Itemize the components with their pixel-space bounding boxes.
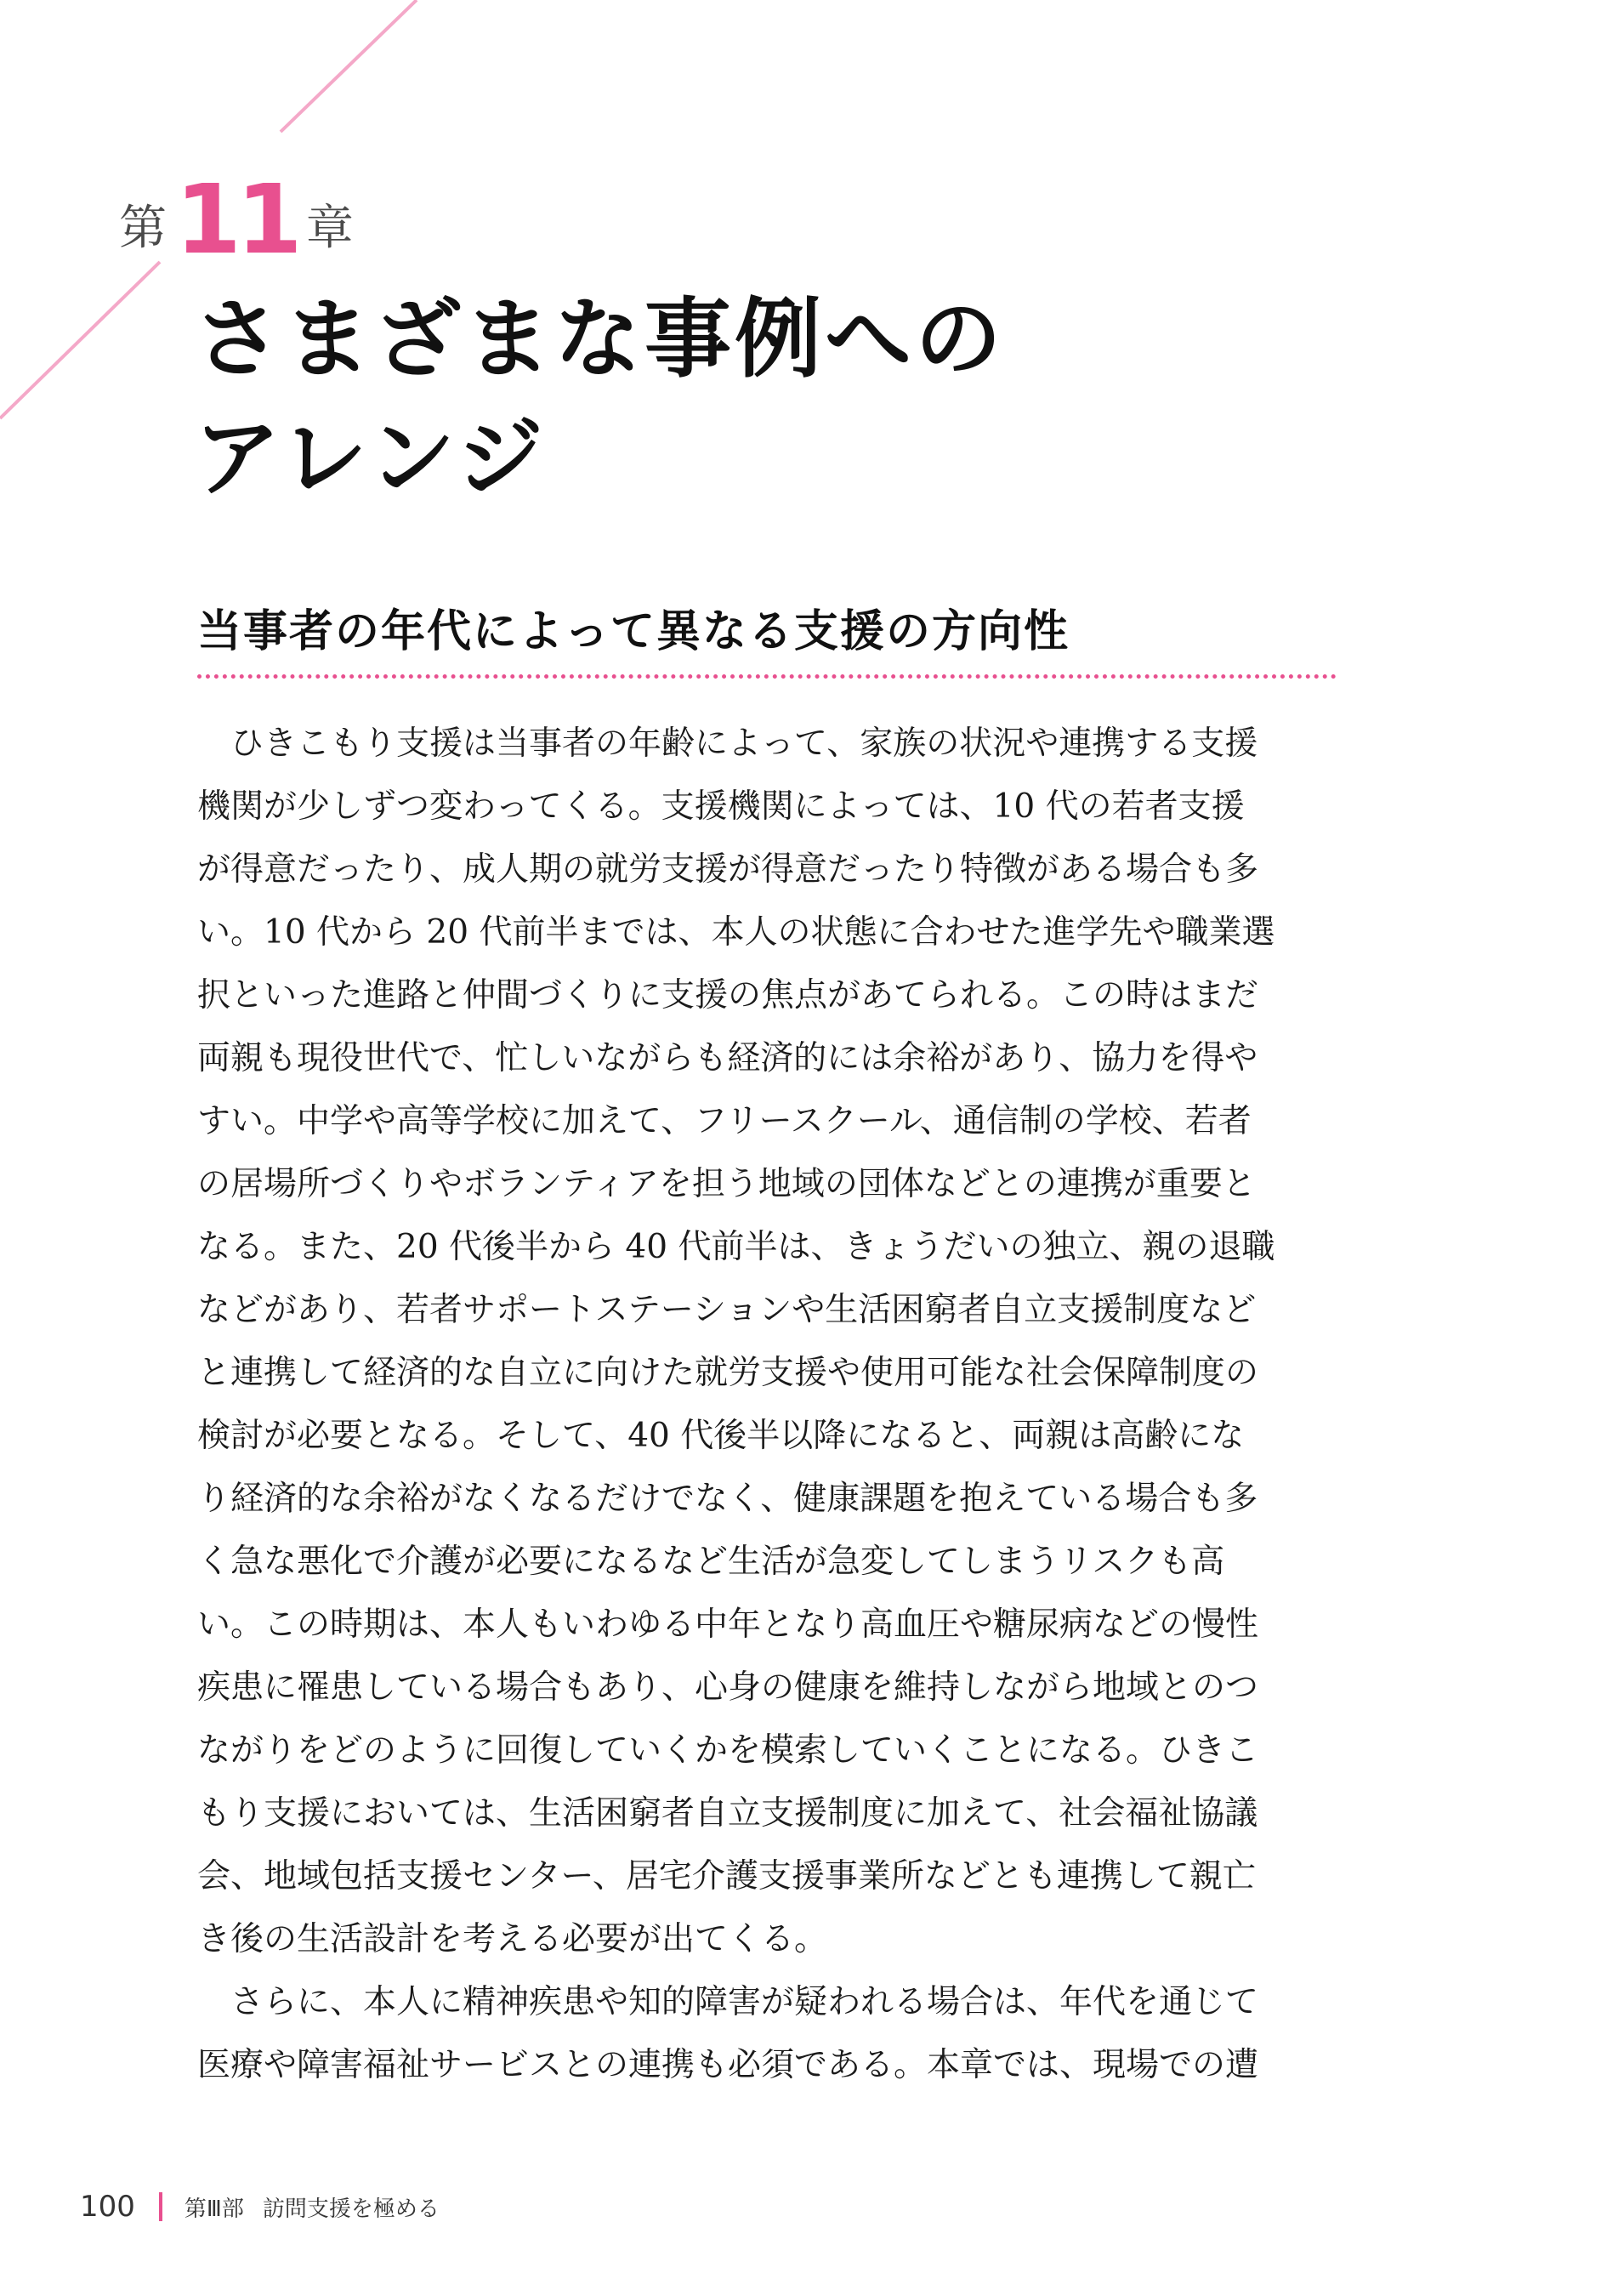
body-line: き後の生活設計を考える必要が出てくる。 [197, 1920, 828, 1958]
body-line: い。この時期は、本人もいわゆる中年となり高血圧や糖尿病などの慢性 [197, 1605, 1259, 1644]
body-line: 機関が少しずつ変わってくる。支援機関によっては、10 代の若者支援 [197, 787, 1245, 826]
chapter-prefix: 第 [119, 201, 167, 256]
body-line: 検討が必要となる。そして、40 代後半以降になると、両親は高齢にな [197, 1417, 1245, 1455]
page-number: 100 [80, 2190, 135, 2224]
body-line: が得意だったり、成人期の就労支援が得意だったり特徴がある場合も多 [197, 850, 1259, 889]
body-line: ひきこもり支援は当事者の年齢によって、家族の状況や連携する支援 [197, 725, 1258, 763]
body-line: 会、地域包括支援センター、居宅介護支援事業所などとも連携して親亡 [197, 1857, 1256, 1895]
body-line: く急な悪化で介護が必要になるなど生活が急変してしまうリスクも高 [197, 1543, 1225, 1581]
body-line: さらに、本人に精神疾患や知的障害が疑われる場合は、年代を通じて [197, 1983, 1259, 2021]
chapter-title-line: アレンジ [194, 408, 547, 509]
section-heading: 当事者の年代によって異なる支援の方向性 [197, 606, 1070, 657]
chapter-title [194, 281, 1384, 519]
body-line: の居場所づくりやボランティアを担う地域の団体などとの連携が重要と [197, 1165, 1256, 1203]
body-line: すい。中学や高等学校に加えて、フリースクール、通信制の学校、若者 [197, 1102, 1252, 1140]
body-line: 疾患に罹患している場合もあり、心身の健康を維持しながら地域とのつ [197, 1668, 1259, 1707]
body-line: ながりをどのように回復していくかを模索していくことになる。ひきこ [197, 1731, 1259, 1770]
dotted-divider [197, 674, 1337, 679]
footer-part: 第Ⅲ部 [184, 2196, 244, 2222]
chapter-suffix: 章 [305, 201, 354, 256]
chapter-title-line: さまざまな事例への [194, 289, 1005, 390]
body-line: なる。また、20 代後半から 40 代前半は、きょうだいの独立、親の退職 [197, 1228, 1275, 1266]
body-line: り経済的な余裕がなくなるだけでなく、健康課題を抱えている場合も多 [197, 1480, 1258, 1518]
page-footer [80, 2190, 440, 2224]
footer-part-title: 訪問支援を極める [262, 2196, 440, 2222]
body-line: などがあり、若者サポートステーションや生活困窮者自立支援制度など [197, 1291, 1257, 1329]
body-line: い。10 代から 20 代前半までは、本人の状態に合わせた進学先や職業選 [197, 913, 1275, 952]
chapter-number: 11 [175, 165, 298, 276]
chapter-label [119, 165, 354, 276]
body-line: もり支援においては、生活困窮者自立支援制度に加えて、社会福祉協議 [197, 1794, 1258, 1833]
footer-separator [159, 2192, 162, 2221]
body-line: 両親も現役世代で、忙しいながらも経済的には余裕があり、協力を得や [197, 1039, 1258, 1077]
body-line: 択といった進路と仲間づくりに支援の焦点があてられる。この時はまだ [197, 976, 1259, 1014]
body-text [197, 713, 1341, 2097]
body-line: と連携して経済的な自立に向けた就労支援や使用可能な社会保障制度の [197, 1354, 1259, 1392]
body-line: 医療や障害福祉サービスとの連携も必須である。本章では、現場での遭 [197, 2046, 1259, 2084]
